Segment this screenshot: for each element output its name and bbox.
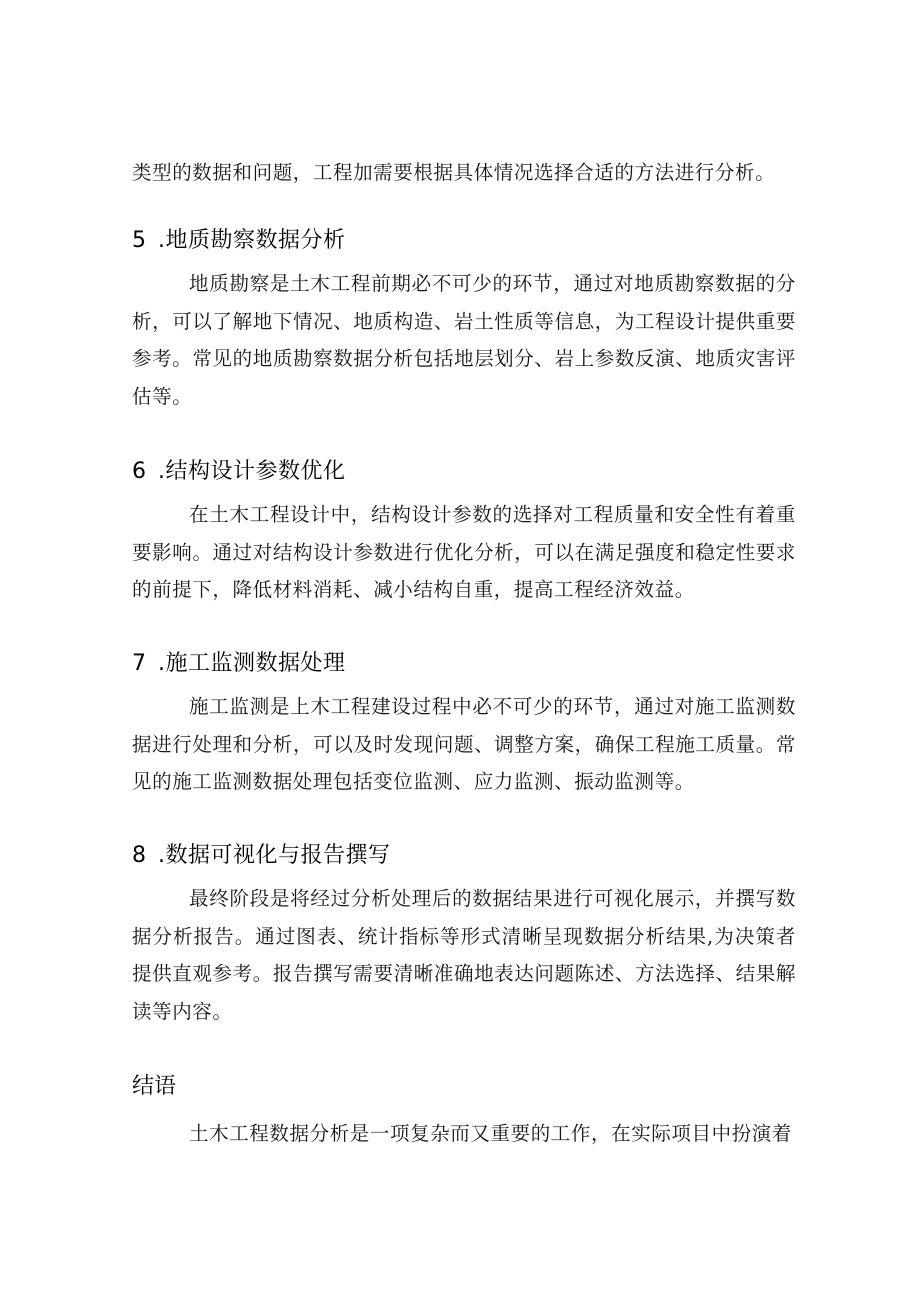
- section-heading-8: [132, 841, 391, 871]
- paragraph-structural-optimization: 在土木工程设计中，结构设计参数的选择对工程质量和安全性有着重要影响。通过对结构设计参数进行优化分析，可以在满足强度和稳定性要求的前提下，降低材料消耗、减小结构自重，提高工程经济效益。: [132, 503, 796, 601]
- paragraph-intro-tail: 类型的数据和问题，工程加需要根据具体情况选择合适的方法进行分析。: [132, 161, 776, 184]
- paragraph-construction-monitoring: 施工监测是上木工程建设过程中必不可少的环节，通过对施工监测数据进行处理和分析，可以及时发现问题、调整方案，确保工程施工质量。常见的施工监测数据处理包括变位监测、应力监测、振动监测等。: [132, 695, 796, 793]
- section-heading-7: [132, 649, 346, 679]
- section-number: 6: [132, 459, 146, 484]
- section-title: .地质勘察数据分析: [158, 228, 346, 253]
- section-number: 5: [132, 228, 146, 253]
- paragraph-conclusion: 土木工程数据分析是一项复杂而又重要的工作，在实际项目中扮演着: [189, 1122, 793, 1145]
- paragraph-geological-survey: 地质勘察是土木工程前期必不可少的环节，通过对地质勘察数据的分析，可以了解地下情况、地质构造、岩土性质等信息，为工程设计提供重要参考。常见的地质勘察数据分析包括地层划分、岩上参数反演、地质灾害评估等。: [132, 272, 796, 408]
- section-heading-5: [132, 226, 346, 256]
- section-title: .施工监测数据处理: [158, 651, 346, 676]
- section-number: 7: [132, 651, 146, 676]
- section-heading-6: [132, 457, 346, 487]
- paragraph-visualization-report: 最终阶段是将经过分析处理后的数据结果进行可视化展示，并撰写数据分析报告。通过图表、统计指标等形式清晰呈现数据分析结果,为决策者提供直观参考。报告撰写需要清晰准确地表达问题陈述、方法选择、结果解读等内容。: [132, 887, 796, 1023]
- conclusion-heading: 结语: [132, 1074, 177, 1099]
- section-title: .结构设计参数优化: [158, 459, 346, 484]
- section-number: 8: [132, 843, 146, 868]
- section-title: .数据可视化与报告撰写: [158, 843, 391, 868]
